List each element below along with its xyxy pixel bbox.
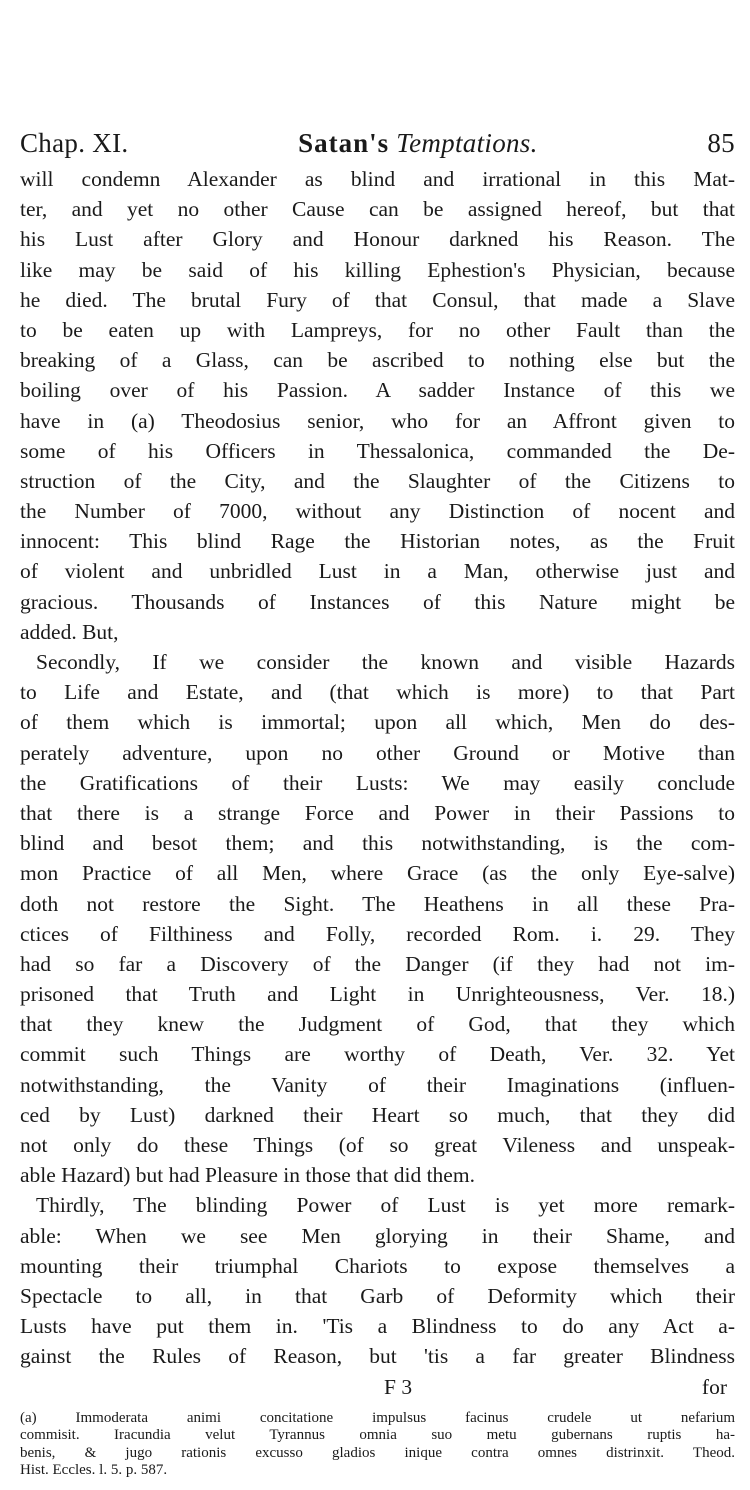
text-line: he died. The brutal Fury of that Consul, that made a Slave xyxy=(20,287,735,312)
text-line: not only do these Things (of so great Vileness and unspeak- xyxy=(20,1133,735,1157)
footnote xyxy=(20,1410,735,1480)
text-line: ctices of Filthiness and Folly, recorded Rom. i. 29. They xyxy=(20,921,735,946)
text-line: like may be said of his killing Ephestion's Physician, because xyxy=(20,257,735,282)
text-line: perately adventure, upon no other Ground or Motive than xyxy=(20,740,735,765)
text-line: Lusts have put them in. 'Tis a Blindness to do any Act a- xyxy=(20,1314,735,1339)
footnote-line: benis, & jugo rationis excusso gladios inique contra omnes distrinxit. Theod. xyxy=(20,1444,735,1461)
text-line: breaking of a Glass, can be ascribed to nothing else but the xyxy=(20,348,735,373)
text-line: ced by Lust) darkned their Heart so much, that they did xyxy=(20,1102,735,1127)
catchword: for xyxy=(701,1374,727,1399)
running-title-italic: Temptations. xyxy=(396,128,538,158)
text-line: gainst the Rules of Reason, but 'tis a far greater Blindness xyxy=(20,1344,735,1369)
text-line: Secondly, If we consider the known and visible Hazards xyxy=(36,650,735,674)
signature-mark: F 3 xyxy=(384,1374,413,1399)
body-text xyxy=(20,164,735,1372)
text-line: of violent and unbridled Lust in a Man, otherwise just and xyxy=(20,559,735,584)
text-line: to be eaten up with Lampreys, for no other Fault than the xyxy=(20,317,735,342)
text-line: notwithstanding, the Vanity of their Imaginations (influen- xyxy=(20,1072,735,1097)
running-title xyxy=(298,128,538,159)
text-line: will condemn Alexander as blind and irrational in this Mat- xyxy=(20,167,735,191)
text-line: that they knew the Judgment of God, that they which xyxy=(20,1012,735,1037)
text-line: mounting their triumphal Chariots to expose themselves a xyxy=(20,1253,735,1278)
book-page xyxy=(20,128,735,1480)
text-line: had so far a Discovery of the Danger (if they had not im- xyxy=(20,951,735,976)
page-number: 85 xyxy=(707,128,735,158)
text-line: blind and besot them; and this notwithstanding, is the com- xyxy=(20,831,735,856)
text-line: to Life and Estate, and (that which is more) to that Part xyxy=(20,680,735,705)
text-line: ter, and yet no other Cause can be assigned hereof, but that xyxy=(20,197,735,222)
text-line: gracious. Thousands of Instances of this Nature might be xyxy=(20,589,735,614)
footnote-line: Hist. Eccles. l. 5. p. 587. xyxy=(20,1462,168,1478)
text-line: doth not restore the Sight. The Heathens in all these Pra- xyxy=(20,891,735,916)
text-line: his Lust after Glory and Honour darkned his Reason. The xyxy=(20,227,735,252)
text-line: innocent: This blind Rage the Historian notes, as the Fruit xyxy=(20,529,735,554)
text-line: of them which is immortal; upon all which, Men do des- xyxy=(20,710,735,735)
running-title-blackletter: Satan's xyxy=(298,128,390,158)
text-line: able: When we see Men glorying in their Shame, and xyxy=(20,1223,735,1248)
chapter-label: Chap. XI. xyxy=(20,128,129,158)
text-line: mon Practice of all Men, where Grace (as the only Eye-salve) xyxy=(20,861,735,886)
text-line: boiling over of his Passion. A sadder Instance of this we xyxy=(20,378,735,403)
text-line: commit such Things are worthy of Death, Ver. 32. Yet xyxy=(20,1042,735,1067)
text-line: the Gratifications of their Lusts: We may easily conclude xyxy=(20,770,735,795)
text-line: that there is a strange Force and Power in their Passions to xyxy=(20,800,735,825)
running-head xyxy=(20,128,735,162)
text-line: the Number of 7000, without any Distinction of nocent and xyxy=(20,499,735,524)
text-line: Thirdly, The blinding Power of Lust is yet more remark- xyxy=(36,1193,735,1218)
text-line: added. But, xyxy=(20,619,119,644)
text-line: some of his Officers in Thessalonica, commanded the De- xyxy=(20,438,735,463)
text-line: Spectacle to all, in that Garb of Deformity which their xyxy=(20,1283,735,1308)
text-line: prisoned that Truth and Light in Unrighteousness, Ver. 18.) xyxy=(20,982,735,1007)
footnote-line: commisit. Iracundia velut Tyrannus omnia suo metu gubernans ruptis ha- xyxy=(20,1427,735,1443)
text-line: have in (a) Theodosius senior, who for an Affront given to xyxy=(20,408,735,433)
footnote-line: (a) Immoderata animi concitatione impulsus facinus crudele ut nefarium xyxy=(20,1409,735,1426)
signature-row xyxy=(20,1372,735,1402)
text-line: able Hazard) but had Pleasure in those that did them. xyxy=(20,1163,475,1188)
text-line: struction of the City, and the Slaughter of the Citizens to xyxy=(20,468,735,493)
